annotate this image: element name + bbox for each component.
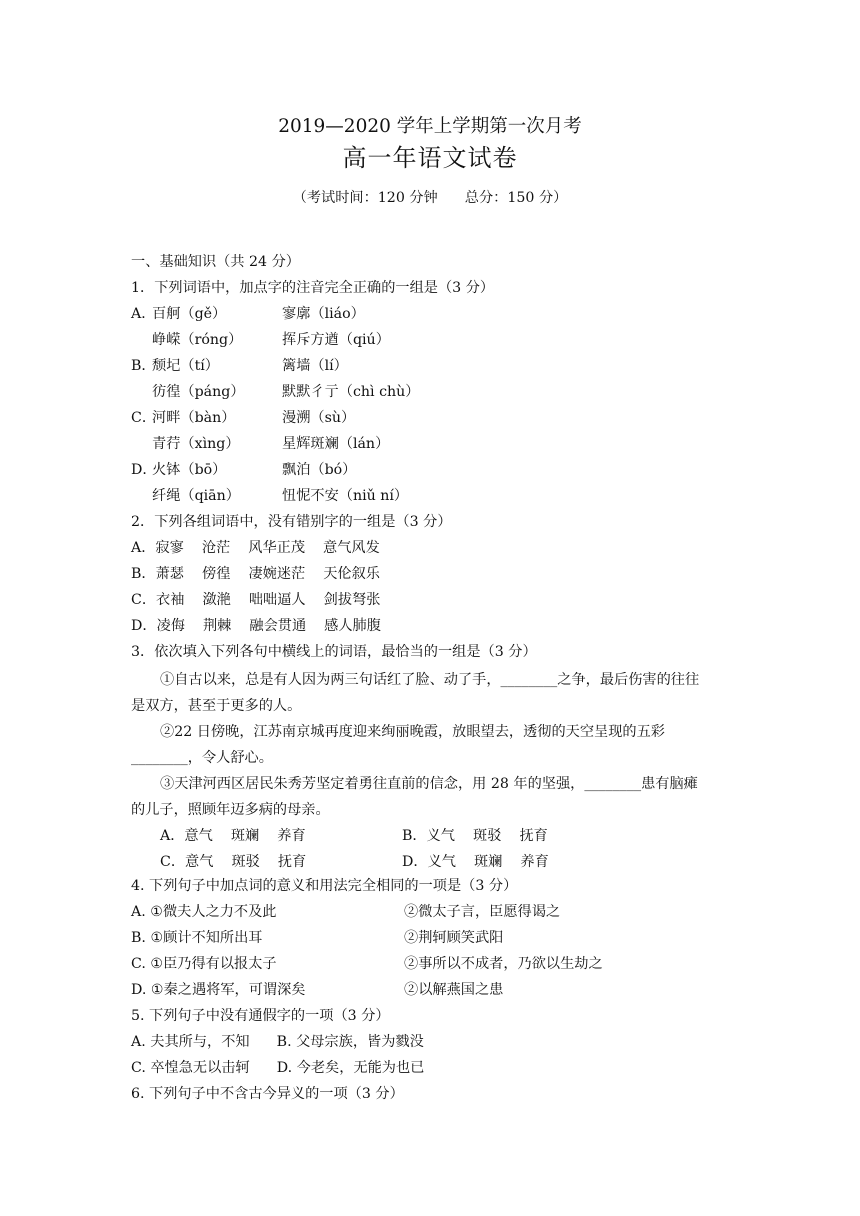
q4-row-left: B. ①顾计不知所出耳	[131, 930, 263, 946]
q3-sentence-3: ③天津河西区居民朱秀芳坚定着勇往直前的信念，用 28 年的坚强，________患有脑瘫	[160, 776, 698, 792]
q4-stem: 4. 下列句子中加点词的意义和用法完全相同的一项是（3 分）	[131, 878, 518, 894]
q1-option-item: 峥嵘（róng）	[152, 332, 243, 348]
q1-option-item: 默默彳亍（chì chù）	[282, 384, 420, 400]
q1-option-item: 青荇（xìng）	[152, 436, 240, 452]
q1-option-item: 颓圮（tí）	[152, 358, 219, 374]
q1-stem: 1．下列词语中，加点字的注音完全正确的一组是（3 分）	[131, 280, 495, 296]
q1-option-item: 篱墙（lí）	[282, 358, 348, 374]
q1-option-item: 火钵（bō）	[152, 462, 227, 478]
exam-subject-title: 高一年语文试卷	[342, 144, 518, 172]
q5-options-line: C. 卒惶急无以击轲 D. 今老矣，无能为也已	[131, 1060, 425, 1076]
q3-option-d: D．义气 斑斓 养育	[402, 854, 549, 870]
q3-sentence-1: ①自古以来，总是有人因为两三句话红了脸、动了手，________之争，最后伤害的往往	[160, 672, 700, 688]
q3-stem: 3．依次填入下列各句中横线上的词语，最恰当的一组是（3 分）	[131, 644, 537, 660]
q1-option-item: 河畔（bàn）	[152, 410, 236, 426]
q1-option-letter: D．	[131, 462, 157, 478]
q1-option-item: 寥廓（liáo）	[282, 306, 365, 322]
q3-sentence-3-cont: 的儿子，照顾年迈多病的母亲。	[131, 802, 330, 818]
q4-row-right: ②荆轲顾笑武阳	[404, 930, 504, 946]
q4-row-left: D. ①秦之遇将军，可谓深矣	[131, 982, 306, 998]
q4-row-left: A. ①微夫人之力不及此	[131, 904, 277, 920]
q2-option: B．萧瑟 傍徨 凄婉迷茫 天伦叙乐	[131, 566, 380, 582]
q2-option: C．衣袖 潋滟 咄咄逼人 剑拔弩张	[131, 592, 381, 608]
q1-option-item: 忸怩不安（niǔ ní）	[282, 488, 409, 504]
q1-option-letter: A．	[131, 306, 156, 322]
q3-option-c: C．意气 斑驳 抚育	[160, 854, 307, 870]
exam-title: 2019—2020 学年上学期第一次月考	[278, 116, 582, 137]
q3-sentence-2-cont: ________，令人舒心。	[131, 750, 273, 766]
q3-option-b: B．义气 斑驳 抚育	[402, 828, 548, 844]
q5-options-line: A. 夫其所与，不知 B. 父母宗族，皆为戮没	[131, 1034, 424, 1050]
q1-option-item: 漫溯（sù）	[282, 410, 356, 426]
q4-row-right: ②微太子言，臣愿得谒之	[404, 904, 561, 920]
q1-option-letter: C．	[131, 410, 157, 426]
q3-sentence-2: ②22 日傍晚，江苏南京城再度迎来绚丽晚霞，放眼望去，透彻的天空呈现的五彩	[160, 724, 665, 740]
q1-option-item: 星辉斑斓（lán）	[282, 436, 390, 452]
q1-option-item: 飘泊（bó）	[282, 462, 357, 478]
q1-option-item: 挥斥方遒（qiú）	[282, 332, 390, 348]
q3-sentence-1-cont: 是双方，甚至于更多的人。	[131, 698, 302, 714]
q1-option-letter: B．	[131, 358, 156, 374]
q1-option-item: 纤绳（qiān）	[152, 488, 240, 504]
q5-stem: 5. 下列句子中没有通假字的一项（3 分）	[131, 1008, 390, 1024]
q2-option: D．凌侮 荆棘 融会贯通 感人肺腹	[131, 618, 381, 634]
q1-option-item: 百舸（gě）	[152, 306, 227, 322]
q4-row-right: ②以解燕国之患	[404, 982, 504, 998]
q3-option-a: A．意气 斑斓 养育	[160, 828, 306, 844]
q2-option: A．寂寥 沧茫 风华正茂 意气风发	[131, 540, 380, 556]
exam-info: （考试时间：120 分钟 总分：150 分）	[292, 190, 568, 206]
q6-stem: 6. 下列句子中不含古今异义的一项（3 分）	[131, 1086, 404, 1102]
q4-row-right: ②事所以不成者，乃欲以生劫之	[404, 956, 603, 972]
q4-row-left: C. ①臣乃得有以报太子	[131, 956, 277, 972]
q2-stem: 2．下列各组词语中，没有错别字的一组是（3 分）	[131, 514, 452, 530]
section-heading: 一、基础知识（共 24 分）	[131, 254, 300, 270]
q1-option-item: 彷徨（páng）	[152, 384, 245, 400]
